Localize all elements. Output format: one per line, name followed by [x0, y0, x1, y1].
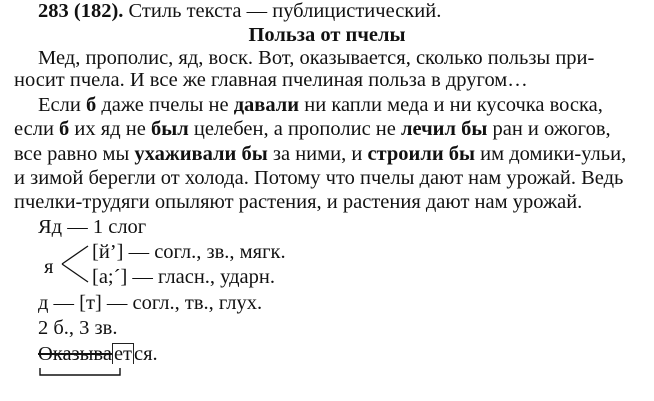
bold-verb: ухаживали бы	[134, 143, 268, 165]
text-fragment: ран и ожогов,	[487, 118, 611, 140]
text-fragment: им домики-ульи,	[475, 143, 627, 165]
morpheme-parse	[38, 343, 158, 365]
letter-sound-count: 2 б., 3 зв.	[38, 317, 118, 339]
text-fragment: ни капли меда и ни кусочка воска,	[299, 94, 603, 116]
text-fragment: даже пчелы не	[96, 94, 234, 116]
text-fragment: целебен, а прополис не	[188, 118, 401, 140]
bold-verb: строили бы	[367, 143, 476, 165]
bold-particle: б	[85, 94, 97, 116]
bold-verb: лечил бы	[401, 118, 488, 140]
paragraph2-line1	[38, 94, 603, 116]
d-sound: д — [т] — согл., тв., глух.	[38, 292, 263, 314]
paragraph2-line4: и зимой берегли от холода. Потому что пчелы дают нам урожай. Ведь	[14, 167, 624, 189]
word-suffix: ет	[113, 343, 132, 365]
paragraph1-line1: Мед, прополис, яд, воск. Вот, оказывается, сколько пользы при-	[38, 47, 595, 69]
word-root: Оказыва	[38, 343, 112, 365]
paragraph2-line2	[14, 118, 611, 140]
exercise-number: 283 (182).	[38, 0, 124, 22]
bold-verb: был	[150, 118, 189, 140]
word-ending: ся.	[134, 343, 158, 365]
syllable-count: Яд — 1 слог	[38, 216, 147, 238]
paragraph2-line5: пчелки-трудяги опыляют растения, и растения дают нам урожай.	[14, 191, 583, 213]
bold-verb: давали	[233, 94, 300, 116]
text-fragment: их яд не	[69, 118, 151, 140]
branch-lines-icon	[58, 238, 94, 290]
exercise-style-note: Стиль текста — публицистический.	[123, 0, 442, 22]
root-mark-icon	[38, 366, 124, 378]
text-fragment: за ними, и	[267, 143, 368, 165]
text-title: Польза от пчелы	[248, 24, 406, 46]
ya-sound-1: [й’] — согл., зв., мягк.	[92, 241, 286, 263]
text-fragment: Если	[38, 94, 86, 116]
letter-ya: я	[44, 256, 54, 278]
exercise-header	[38, 0, 441, 22]
text-fragment: если	[14, 118, 60, 140]
bold-particle: б	[59, 118, 70, 140]
ya-sound-2: [а;´] — гласн., ударн.	[92, 266, 275, 288]
text-fragment: все равно мы	[14, 143, 135, 165]
paragraph2-line3	[14, 143, 626, 165]
paragraph1-line2: носит пчела. И все же главная пчелиная польза в другом…	[14, 69, 528, 91]
